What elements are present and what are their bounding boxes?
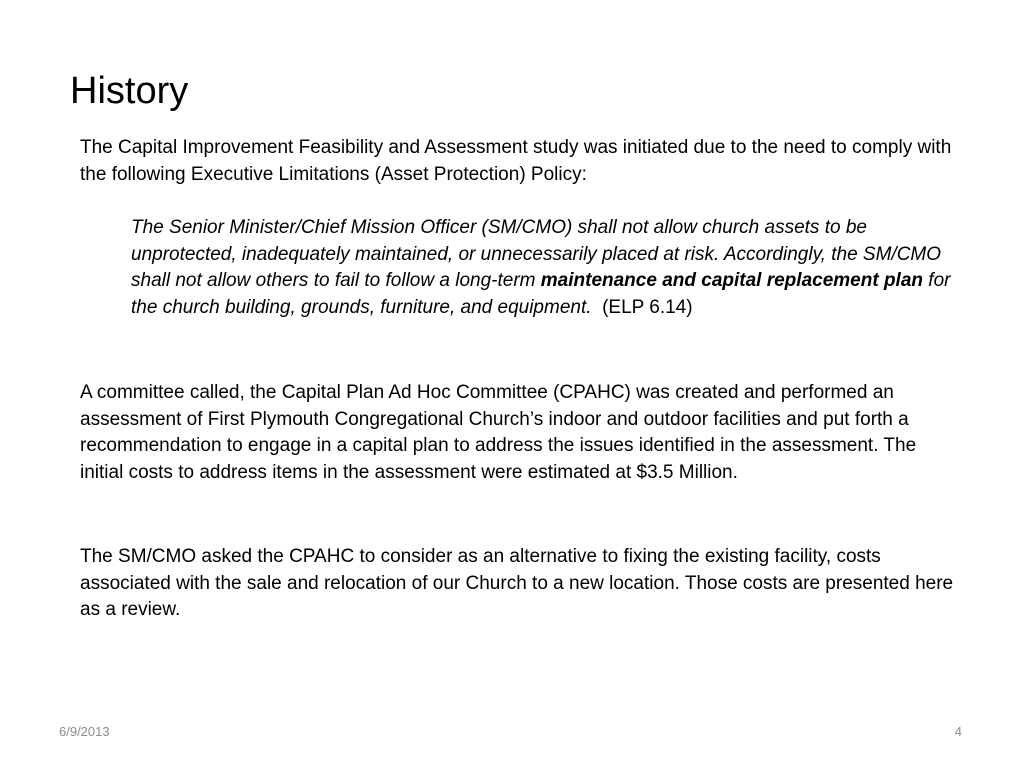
intro-paragraph: The Capital Improvement Feasibility and Assessment study was initiated due to the need to comply with the following Executive Limitations (Asset Protection) Policy: bbox=[80, 137, 952, 185]
alternative-paragraph: The SM/CMO asked the CPAHC to consider as an alternative to fixing the existing facility, costs associated with the sale and relocation of our Church to a new location. Those costs are presented here as a review. bbox=[80, 546, 954, 620]
page-number: 4 bbox=[954, 724, 962, 739]
policy-reference: (ELP 6.14) bbox=[602, 296, 693, 318]
slide-title: History bbox=[70, 70, 189, 112]
policy-quote bbox=[131, 215, 961, 321]
footer-date: 6/9/2013 bbox=[59, 724, 110, 739]
quote-text-start: The Senior Minister/Chief Mission Officer (SM/CMO) shall not allow church assets to be unprotected, inadequately maintained, or unnecessarily placed at risk. Accordingly, the SM/CMO shall not allow others to fail to follow a long-term bbox=[131, 217, 942, 291]
quote-text-end: for the church building, grounds, furniture, and equipment. bbox=[131, 270, 951, 318]
quote-bold-phrase: maintenance and capital replacement plan bbox=[540, 270, 924, 291]
committee-paragraph: A committee called, the Capital Plan Ad Hoc Committee (CPAHC) was created and performed an assessment of First Plymouth Congregational Church’s indoor and outdoor facilities and put forth a recommendation to engage in a capital plan to address the issues identified in the assessment. The initial costs to address items in the assessment were estimated at $3.5 Million. bbox=[80, 382, 917, 483]
